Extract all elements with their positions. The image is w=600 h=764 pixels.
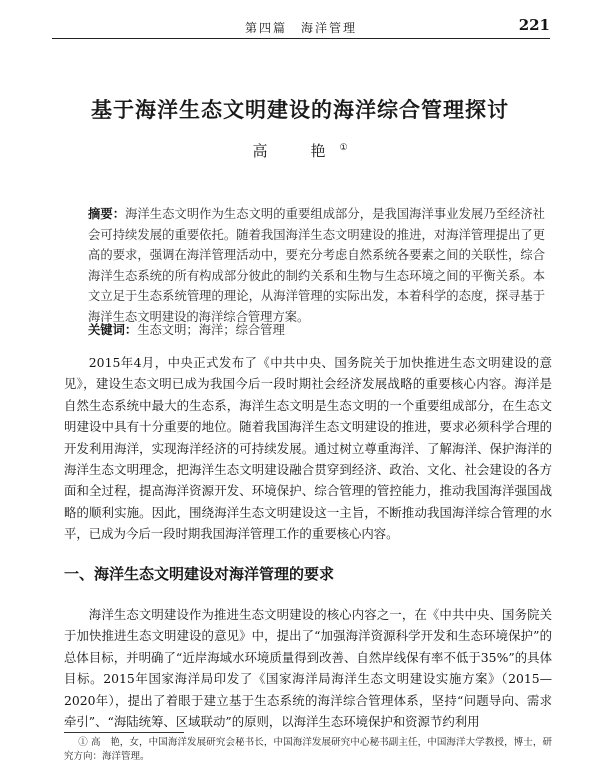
article-title: 基于海洋生态文明建设的海洋综合管理探讨 [91, 97, 509, 122]
page-number: 221 [518, 16, 550, 34]
abstract [88, 204, 545, 328]
keywords-text: 生态文明；海洋；综合管理 [137, 323, 285, 337]
running-title: 第四篇 海洋管理 [244, 21, 357, 35]
abstract-text: 海洋生态文明作为生态文明的重要组成部分，是我国海洋事业发展乃至经济社会可持续发展的重要依托。随着我国海洋生态文明建设的推进，对海洋管理提出了更高的要求，强调在海洋管理活动中，要充分考虑自然系统各要素之间的关联性，综合海洋生态系统的所有构成部分彼此的制约关系和生物与生态环境之间的平衡关系。本文立足于生态系统管理的理论，从海洋管理的实际出发，本着科学的态度，探寻基于海洋生态文明建设的海洋综合管理方案。 [88, 207, 545, 324]
author-line [0, 140, 600, 161]
abstract-label: 摘要： [88, 207, 126, 221]
keywords [88, 320, 545, 340]
author-footnote-marker: ① [339, 143, 348, 153]
body-paragraph-2: 海洋生态文明建设作为推进生态文明建设的核心内容之一，在《中共中央、国务院关于加快推进生态文明建设的意见》中，提出了“加强海洋资源科学开发和生态环境保护”的总体目标，并明确了“近岸海域水环境质量得到改善、自然岸线保有率不低于35%”的具体目标。2015年国家海洋局印发了《国家海洋局海洋生态文明建设实施方案》（2015—2020年），提出了着眼于建立基于生态系统的海洋综合管理体系，坚持“问题导向、需求牵引”、“海陆统筹、区域联动”的原则，以海洋生态环境保护和资源节约利用 [64, 607, 552, 730]
running-header [52, 16, 550, 39]
keywords-label: 关键词： [88, 323, 138, 337]
footnote: ① 高 艳，女，中国海洋发展研究会秘书长，中国海洋发展研究中心秘书副主任，中国海洋大学教授，博士，研究方向：海洋管理。 [64, 737, 552, 762]
footnote-divider [64, 732, 184, 733]
body-paragraph-1: 2015年4月，中央正式发布了《中共中央、国务院关于加快推进生态文明建设的意见》，建设生态文明已成为我国今后一段时期社会经济发展战略的重要核心内容。海洋是自然生态系统中最大的生态系，海洋生态文明是生态文明的一个重要组成部分，在生态文明建设中具有十分重要的地位。随着我国海洋生态文明建设的推进，要求必须科学合理的开发利用海洋，实现海洋经济的可持续发展。通过树立尊重海洋、了解海洋、保护海洋的海洋生态文明理念，把海洋生态文明建设融合贯穿到经济、政治、文化、社会建设的各方面和全过程，提高海洋资源开发、环境保护、综合管理的管控能力，推动我国海洋强国战略的顺利实施。因此，围绕海洋生态文明建设这一主旨，不断推动我国海洋综合管理的水平，已成为今后一段时期我国海洋管理工作的重要核心内容。 [64, 355, 552, 542]
section-heading: 一、海洋生态文明建设对海洋管理的要求 [64, 565, 335, 583]
author-name: 高 艳 [252, 142, 340, 160]
